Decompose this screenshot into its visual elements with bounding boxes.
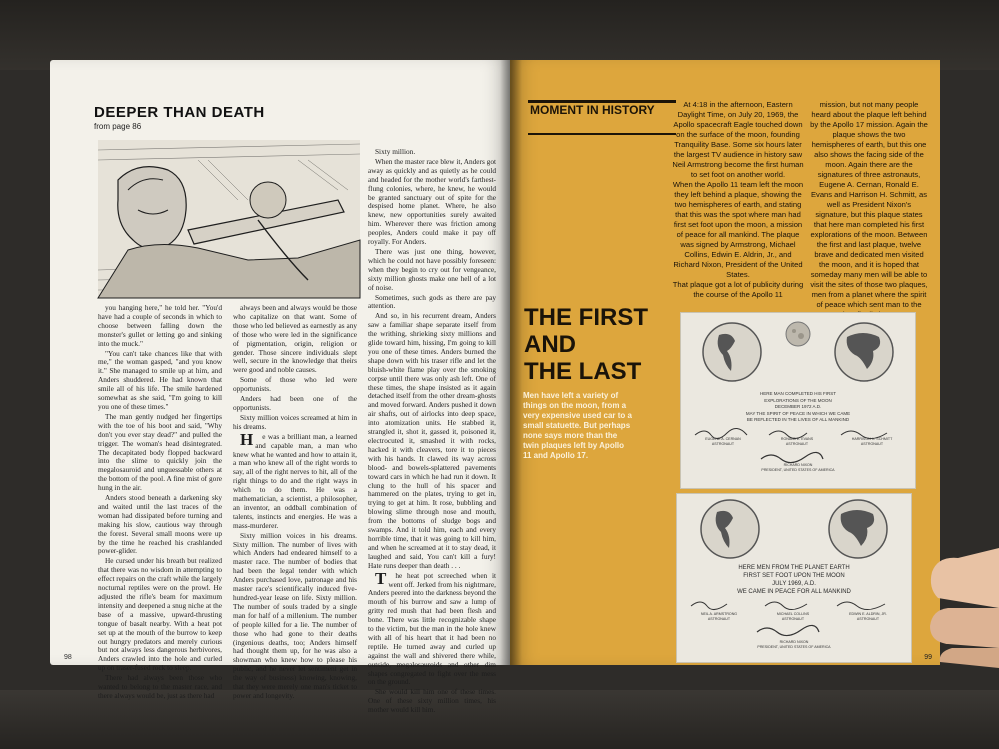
signatures-icon	[691, 425, 905, 481]
left-column-2	[233, 303, 357, 700]
plaque-text-line: HERE MEN FROM THE PLANET EARTH	[738, 565, 850, 571]
paragraph: Sometimes, such gods as there are pay attention.	[368, 292, 496, 311]
signatory-name: EUGENE A. CERNAN	[705, 437, 741, 441]
section-rule-bottom	[528, 133, 676, 135]
paragraph: She would kill him one of these times. One of these sixty million times, his mother would kill him.	[368, 687, 496, 715]
article-deck: Men have left a variety of things on the moon, from a very expensive used car to a small statuette. But perhaps none says more than the twin plaques left by Apollo 11 and Apollo 17.	[523, 391, 632, 460]
story-continuation: from page 86	[94, 122, 142, 131]
headline-line-2: AND	[524, 331, 576, 358]
plaque-text-line: EXPLORATIONS OF THE MOON	[764, 397, 832, 403]
story-title: DEEPER THAN DEATH	[94, 104, 265, 121]
moon-icon	[785, 321, 811, 347]
right-page	[510, 60, 940, 665]
paragraph: He was a brilliant man, a learned and capable man, a man who knew what he wanted and how to attain it, a man who knew all of the right words to say, all of the right nerves to hit, all of the right things to do and the right ways in which to do them. He was a mathematician, a scientist, a philosopher, an inventor, an oddball combination of talents, instincts and energies. He was a mass-murderer.	[233, 429, 357, 530]
apollo-17-plaque-photo	[680, 312, 916, 489]
headline-line-1: THE FIRST	[524, 304, 648, 331]
signatory-role: ASTRONAUT	[856, 616, 880, 621]
paragraph: When the master race blew it, Anders got away as quickly and as quietly as he could and headed for the mother world's farthest-flung colonies, where, he knew, he would be granted sanctuary out of spite for the despised home planet. Where, he also knew, new opportunities surely awaited him. Wherever there was friction among peoples, Anders could make it pay off royally. For Anders.	[368, 156, 496, 247]
plaque-text-line: MAY THE SPIRIT OF PEACE IN WHICH WE CAME	[745, 410, 851, 416]
signatory-role: ASTRONAUT	[785, 441, 809, 446]
paragraph: Some of those who led were opportunists.	[233, 375, 357, 394]
signatory-role: PRESIDENT, UNITED STATES OF AMERICA	[761, 467, 835, 472]
paragraph: Anders had been one of the opportunists.	[233, 394, 357, 412]
paragraph: mission, but not many people heard about the plaque left behind by the Apollo 17 mission. Again the plaque shows the two hemispheres of earth, but this one also shows the facing side of the moon. Again there are the signatures of three astronauts, Eugene A. Cernan, Ronald E. Evans and Harrison H. Schmitt, as well as President Nixon's signature, but this plaque states that here man completed his first explorations of the moon. Between the first and last plaque, twelve brave and dedicated men visited the moon, and it is hoped that someday many men will be able to visit the sites of those two plaques, men from a planet where the spirit of peace which sent man to the	[810, 100, 928, 309]
western-hemisphere-icon	[699, 498, 761, 560]
plaque-text-line: BE REFLECTED IN THE LIVES OF ALL MANKIND	[746, 417, 850, 422]
page-number-left: 98	[64, 654, 72, 661]
paragraph: And so, in his recurrent dream, Anders saw a familiar shape separate itself from the writhing, shrieking sixty millions and glide toward him, hissing, I'm going to kill you one of these times. Anders burned the shape down with his traser rifle and let the bluish-white flame play over the smoking corpse until there was only ash left. One of these times, the shape insisted as it again detached itself from the other dream-ghosts and moved forward. Anders pushed it down air shafts, out of airlocks into deep space, into atomization units. He stabbed it, strangled it, shot it, gassed it, poisoned it, electrocuted it, smashed it with rocks, hacked it with cleavers, tore it to pieces with his hands. It clawed its way across blood- and bowels-splattered pavements toward cars in which he had run it down. It clung to the hull of his spacer and hammered on the plates, trying to get in, trying to get at him. It rose, bubbling and blowing slime through nose and mouth, from the bottoms of sludge bogs and swamps. And it told him, each and every horrible time, that it was going to kill him, and when he screamed at it to stay dead, it laughed and said, You can't kill a fury! Hate runs deeper than death . . .	[368, 311, 496, 570]
signatory-role: PRESIDENT, UNITED STATES OF AMERICA	[757, 644, 831, 649]
section-title: MOMENT IN HISTORY	[530, 103, 655, 117]
left-column-3	[368, 147, 496, 715]
western-hemisphere-icon	[701, 321, 763, 383]
headline-line-3: THE LAST	[524, 358, 642, 385]
magazine-gutter	[500, 60, 522, 665]
paragraph: He cursed under his breath but realized that there was no wisdom in attempting to effect repairs on the craft while the largely nocturnal reptiles were on the prowl. He adjusted the rifle's beam for maximum intensity and deepened a snug niche at the base of a massive, upward-thrusting tongue of basalt nearby. With a heat pot set up at the mouth of the burrow to keep out hungry predators and merely curious but not always less dangerous herbivores, Anders crawled into the hole and curled up on traser-fused rock to sleep.	[98, 556, 222, 673]
plaque-text-line: HERE MAN COMPLETED HIS FIRST	[759, 391, 836, 396]
paragraph: That plaque got a lot of publicity during the course of the Apollo 11	[672, 280, 804, 299]
hand-holding-page	[918, 548, 999, 668]
page-number-right: 99	[924, 654, 932, 661]
signatory-name: RICHARD NIXON	[783, 463, 813, 467]
story-illustration	[98, 140, 360, 298]
paragraph: "You can't take chances like that with me," the woman gasped, "and you know it." She managed to smile up at him, and Anders shuddered. He had known that smile all of his life. The smile hardened somewhat as she said, "I'm going to kill you one of these times."	[98, 348, 222, 411]
paragraph: you hanging here," he told her. "You'd have had a couple of seconds in which to choose between falling down the monster's gullet or letting go and sinking into the muck."	[98, 303, 222, 348]
paragraph: The heat pot screeched when it went off. Jerked from his nightmare, Anders peered into the darkness beyond the mouth of his burrow and saw a lump of gritty red mush that had been flesh and bone. There was little recognizable shape to the victim, but the man in the hole knew with all of his heart that it had been no reptile. He turned away and curled up against the wall and shivered there while, outside, megalosauroids and other dim shapes congregated to fight over the mess on the ground.	[368, 568, 496, 687]
paragraph: Sixty million voices in his dreams. Sixty million. The number of lives with which Anders had endeared himself to a master race. The number of bodies that had been the legal tender with which Anders purchased love, patronage and his master race's scientifically induced five-hundred-year lease on life. Sixty million. The number of souls traded by a single man for half of a millenium. The number of people killed for a lie. The number of those who had gone to their deaths (ingenious deaths, too; Anders himself had thought them up, for he was also a showman who knew how to please his public, and he never let sentiment get in the way of business) knowing, knowing, that they were merely one man's ticket to power and longevity.	[233, 530, 357, 700]
paragraph: When the Apollo 11 team left the moon they left behind a plaque, showing the two hemispheres of earth, and stating that this was the spot where man had first set foot upon the moon, a mission of peace for all mankind. The plaque was signed by Armstrong, Michael Collins, Edwin E. Aldrin, Jr., and Richard Nixon, President of the United States.	[672, 180, 804, 279]
paragraph: Sixty million voices screamed at him in his dreams.	[233, 412, 357, 431]
signatory-role: ASTRONAUT	[860, 441, 884, 446]
paragraph: always been and always would be those who capitalize on that want. Some of those who led believed as earnestly as any of those who were led in the significance of pigmentation, origin, religion or gender. Those sincere individuals slept well, secure in the knowledge that theirs were good and noble causes.	[233, 303, 357, 375]
plaque-text-line: JULY 1969, A.D.	[772, 581, 816, 587]
eastern-hemisphere-icon	[833, 321, 895, 383]
signatory-name: RONALD E. EVANS	[780, 437, 814, 441]
paragraph: The man gently nudged her fingertips with the toe of his boot and said, "Why don't you ever stay dead?" and pulled the trigger. The woman's head disintegrated. The decapitated body flopped backward into the slime to quickly join the megalosauroid and unguessable others at the bottom of the pool. A fine mist of gore hung in the air.	[98, 411, 222, 493]
signatory-name: HARRISON H. SCHMITT	[851, 437, 893, 441]
paragraph: At 4:18 in the afternoon, Eastern Daylight Time, on July 20, 1969, the Apollo spacecraft Eagle touched down on the surface of the moon, founding Tranquility Base. Some six hours later the largest TV audience in history saw Neil Armstrong become the first human to set foot on another world.	[672, 100, 804, 179]
signatory-role: ASTRONAUT	[781, 616, 805, 621]
signatory-name: EDWIN E. ALDRIN, JR.	[849, 612, 887, 616]
article-headline	[524, 304, 684, 385]
left-page	[50, 60, 510, 715]
signatory-role: ASTRONAUT	[711, 441, 735, 446]
plaque-text-line: DECEMBER 1972 A.D.	[774, 404, 822, 409]
signatory-name: NEIL A. ARMSTRONG	[700, 612, 738, 616]
apollo-11-plaque-photo	[676, 493, 912, 663]
signatory-role: ASTRONAUT	[707, 616, 731, 621]
left-column-1	[98, 303, 222, 700]
plaque-text-line: FIRST SET FOOT UPON THE MOON	[743, 573, 845, 579]
signatory-name: MICHAEL COLLINS	[776, 612, 810, 616]
paragraph: There had always been those who wanted to belong to the master race, and there always would be, just as there had	[98, 673, 222, 700]
eastern-hemisphere-icon	[827, 498, 889, 560]
paragraph: Sixty million.	[375, 147, 416, 156]
signatory-name: RICHARD NIXON	[779, 640, 809, 644]
paragraph: There was just one thing, however, which he could not have possibly foreseen: when they begin to cry out for vengeance, sixty million ghosts make one hell of a lot of noise.	[368, 246, 496, 292]
plaque-text-line: WE CAME IN PEACE FOR ALL MANKIND	[737, 589, 851, 595]
paragraph: Anders stood beneath a darkening sky and waited until the last traces of the woman had dissipated before turning and making his slow, cautious way through the forest. Several small moons were up by the time he reached his crashlanded power-glider.	[98, 493, 222, 556]
